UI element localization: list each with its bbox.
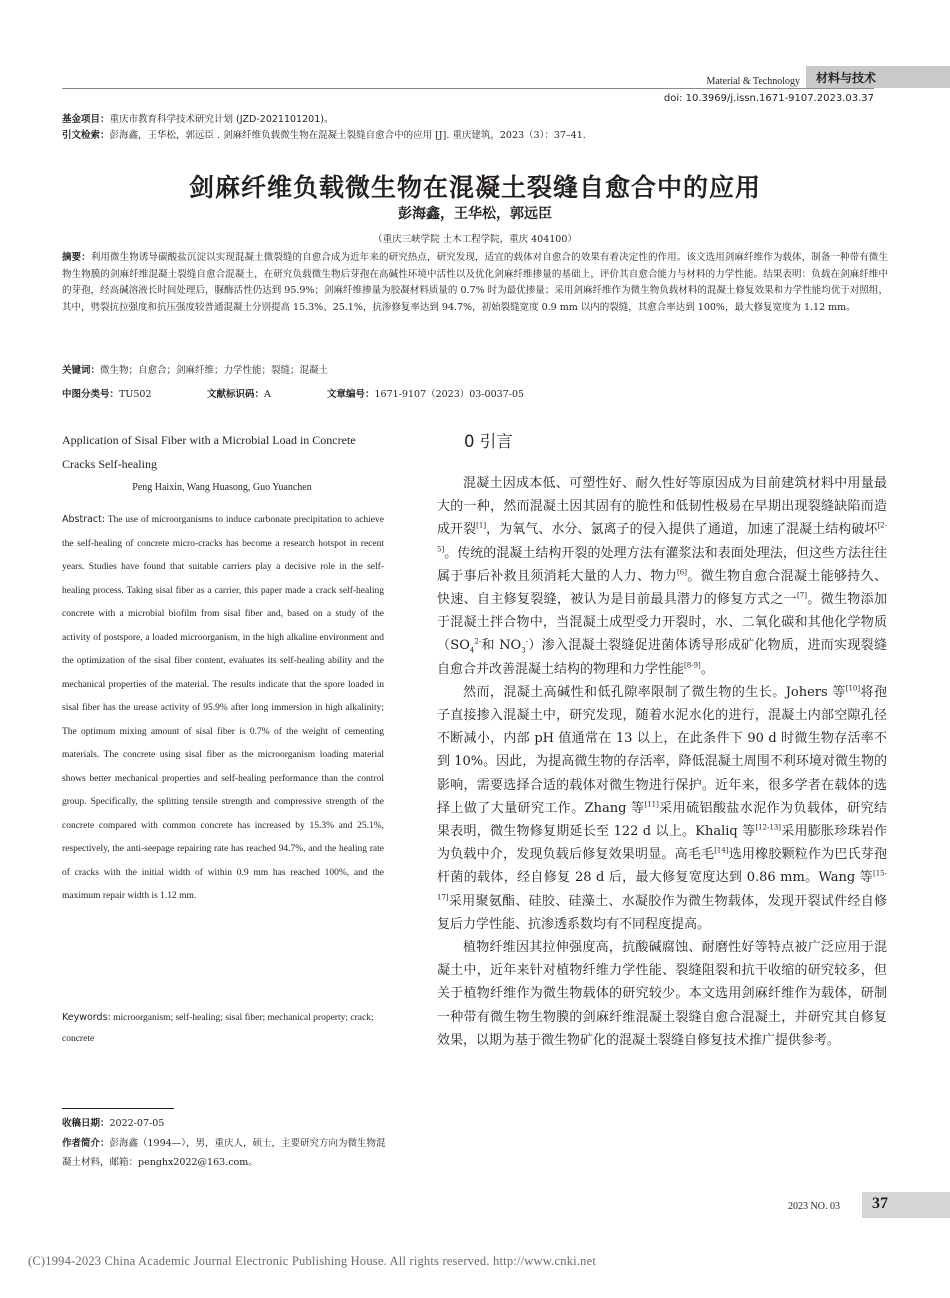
copyright-watermark: (C)1994-2023 China Academic Journal Electronic Publishing House. All rights reserved. http://www.cnki.net xyxy=(28,1254,597,1268)
section-heading-intro: 0 引言 xyxy=(464,432,513,451)
english-abstract-label: Abstract: xyxy=(62,514,106,525)
authors: 彭海鑫，王华松，郭远臣 xyxy=(398,206,552,222)
citation-ref[interactable]: [8-9] xyxy=(684,661,701,670)
cite-label: 引文检索： xyxy=(62,130,110,141)
doc-code-value: A xyxy=(264,389,271,400)
author-bio-text: 彭海鑫（1994—），男，重庆人，硕士，主要研究方向为微生物混凝土材料，邮箱：penghx2022@163.com。 xyxy=(62,1138,386,1168)
author-bio xyxy=(62,1134,392,1172)
journal-section-cn: 材料与技术 xyxy=(816,71,877,85)
classification-line xyxy=(62,386,888,400)
received-label: 收稿日期： xyxy=(62,1118,110,1129)
footnote-rule xyxy=(62,1108,174,1109)
english-abstract xyxy=(62,508,384,909)
abstract-cn xyxy=(62,250,888,316)
article-no-value: 1671-9107（2023）03-0037-05 xyxy=(374,389,525,400)
journal-section-en: Material & Technology xyxy=(706,76,800,87)
clc-value: TU502 xyxy=(119,389,152,400)
article-no-label: 文章编号： xyxy=(327,389,375,400)
header-rule xyxy=(62,88,874,89)
page-title: 剑麻纤维负载微生物在混凝土裂缝自愈合中的应用 xyxy=(188,173,761,202)
citation-ref[interactable]: [12-13] xyxy=(755,823,781,832)
citation-ref[interactable]: [11] xyxy=(644,800,659,809)
page-number-tab xyxy=(862,1192,950,1218)
received-value: 2022-07-05 xyxy=(109,1118,165,1129)
journal-section-tab xyxy=(806,66,950,88)
abstract-cn-label: 摘要： xyxy=(62,252,91,263)
citation-ref[interactable]: [10] xyxy=(845,684,861,693)
citation-ref[interactable]: [7] xyxy=(797,591,807,600)
english-keywords-text: microorganism; self-healing; sisal fiber; mechanical property; crack; concrete xyxy=(62,1013,374,1044)
keywords-cn xyxy=(62,362,328,376)
citation-ref[interactable]: [2-5] xyxy=(437,522,887,554)
fund-label: 基金项目： xyxy=(62,114,110,125)
affiliation: （重庆三峡学院 土木工程学院，重庆 404100） xyxy=(373,234,577,245)
received-date xyxy=(62,1115,164,1129)
keywords-cn-label: 关键词： xyxy=(62,365,101,376)
author-bio-label: 作者简介： xyxy=(62,1138,110,1149)
abstract-cn-text: 利用微生物诱导碳酸盐沉淀以实现混凝土微裂缝的自愈合成为近年来的研究热点，研究发现，适宜的载体对自愈合的效果有着决定性的作用。该文选用剑麻纤维作为载体，制备一种带有微生物生物膜的剑麻纤维混凝土裂缝自愈合混凝土，在研究负载微生物后芽孢在高碱性环境中活性以及优化剑麻纤维掺量的基础上，评价其自愈合能力与材料的力学性能。结果表明：负载在剑麻纤维中的芽孢，经高碱溶液长时间处理后，脲酶活性仍达到 95.9%；剑麻纤维掺量为胶凝材料质量的 0.7% 时为最优掺量；采用剑麻纤维作为微生物负载材料的混凝土修复效果和力学性能均优于对照组，其中，劈裂抗拉强度和抗压强度较普通混凝土分别提高 15.3%、25.1%，抗渗修复率达到 94.7%，初始裂缝宽度 0.9 mm 以内的裂缝，其愈合率达到 100%，最大修复宽度为 1.12 mm。 xyxy=(62,252,888,313)
fund-line xyxy=(62,113,333,127)
english-keywords xyxy=(62,1007,384,1050)
intro-body xyxy=(437,472,887,1052)
issue-number: 2023 NO. 03 xyxy=(788,1201,840,1212)
paragraph: 然而，混凝土高碱性和低孔隙率限制了微生物的生长。Johers 等[10]将孢子直接掺入混凝土中，研究发现，随着水泥水化的进行，混凝土内部空隙孔径不断减小，内部 pH 值通常在 13 以上，在此条件下 90 d 时微生物存活率不到 10%。因此，为提高微生物的存活率，降低混凝土周围不利环境对微生物的影响，需要选择合适的载体对微生物进行保护。近年来，很多学者在载体的选择上做了大量研究工作。Zhang 等[11]采用硫铝酸盐水泥作为负载体，研究结果表明，微生物修复期延长至 122 d 以上。Khaliq 等[12-13]采用膨胀珍珠岩作为负载中介，发现负载后修复效果明显。高毛毛[14]选用橡胶颗粒作为巴氏芽孢杆菌的载体，经自修复 28 d 后，最大修复宽度达到 0.86 mm。Wang 等[15-17]采用聚氨酯、硅胶、硅藻土、水凝胶作为微生物载体，发现开裂试件经自修复后力学性能、抗渗透系数均有不同程度提高。 xyxy=(437,684,887,932)
citation-ref[interactable]: [1] xyxy=(476,522,487,531)
english-title: Application of Sisal Fiber with a Microbial Load in Concrete Cracks Self-healing xyxy=(62,433,356,471)
citation-ref[interactable]: [15-17] xyxy=(437,870,887,902)
clc-label: 中图分类号： xyxy=(62,389,120,400)
doc-code-label: 文献标识码： xyxy=(207,389,265,400)
cite-line xyxy=(62,129,586,143)
page-number: 37 xyxy=(872,1195,888,1212)
english-keywords-label: Keywords: xyxy=(62,1012,111,1023)
citation-ref[interactable]: [6] xyxy=(677,568,687,577)
cite-text: 彭海鑫，王华松，郭远臣 . 剑麻纤维负载微生物在混凝土裂缝自愈合中的应用 [J]. 重庆建筑，2023（3）：37–41. xyxy=(109,130,586,141)
fund-text: 重庆市教育科学技术研究计划 (JZD-2021101201)。 xyxy=(109,114,334,125)
doi: doi: 10.3969/j.issn.1671-9107.2023.03.37 xyxy=(663,93,874,104)
citation-ref[interactable]: [14] xyxy=(714,846,729,855)
paragraph: 植物纤维因其拉伸强度高，抗酸碱腐蚀、耐磨性好等特点被广泛应用于混凝土中，近年来针对植物纤维力学性能、裂缝阻裂和抗干收缩的研究较多，但关于植物纤维作为微生物载体的研究较少。本文选用剑麻纤维作为载体，研制一种带有微生物生物膜的剑麻纤维混凝土裂缝自愈合混凝土，并研究其自修复效果，以期为基于微生物矿化的混凝土裂缝自修复技术推广提供参考。 xyxy=(437,940,887,1048)
english-abstract-text: The use of microorganisms to induce carbonate precipitation to achieve the self-healing of concrete micro-cracks has become a research hotspot in recent years. Studies have found that suitable carriers play a decisive role in the self-healing process. Taking sisal fiber as a carrier, this paper made a crack self-healing concrete with a microbial biofilm from sisal fiber and, based on a study of the activity of postspore, a loaded microorganism, in the high alkaline environment and the optimization of the sisal fiber content, evaluates its self-healing ability and the mechanical properties of the material. The results indicate that the spore loaded in sisal fiber has the urease activity of 95.9% after long immersion in high alkalinity; The optimum mixing amount of sisal fiber is 0.7% of the weight of cementing materials. The concrete using sisal fiber as the microorganism loading material shows better mechanical properties and self-healing performance than the control group. Specifically, the splitting tensile strength and compressive strength of the concrete compared with common concrete has increased by 15.3% and 25.1%, respectively, the anti-seepage repairing rate has reached 94.7%, and the healing rate of cracks with the initial width of within 0.9 mm has reached 100%, and the maximum repair width is 1.12 mm. xyxy=(62,515,384,901)
keywords-cn-text: 微生物；自愈合；剑麻纤维；力学性能；裂缝；混凝土 xyxy=(100,365,329,376)
english-authors: Peng Haixin, Wang Huasong, Guo Yuanchen xyxy=(132,482,312,493)
paragraph: 混凝土因成本低、可塑性好、耐久性好等原因成为目前建筑材料中用量最大的一种，然而混凝土因其固有的脆性和低韧性极易在早期出现裂缝缺陷而造成开裂[1]，为氧气、水分、氯离子的侵入提供了通道，加速了混凝土结构破坏[2-5]。传统的混凝土结构开裂的处理方法有灌浆法和表面处理法，但这些方法往往属于事后补救且须消耗大量的人力、物力[6]。微生物自愈合混凝土能够持久、快速、自主修复裂缝，被认为是目前最具潜力的修复方式之一[7]。微生物添加于混凝土拌合物中，当混凝土成型受力开裂时，水、二氧化碳和其他化学物质（$SO_4^{2-}$和 $NO_3^-$）渗入混凝土裂缝促进菌体诱导形成矿化物质，进而实现裂缝自愈合并改善混凝土结构的物理和力学性能[8-9]。 xyxy=(437,476,887,677)
